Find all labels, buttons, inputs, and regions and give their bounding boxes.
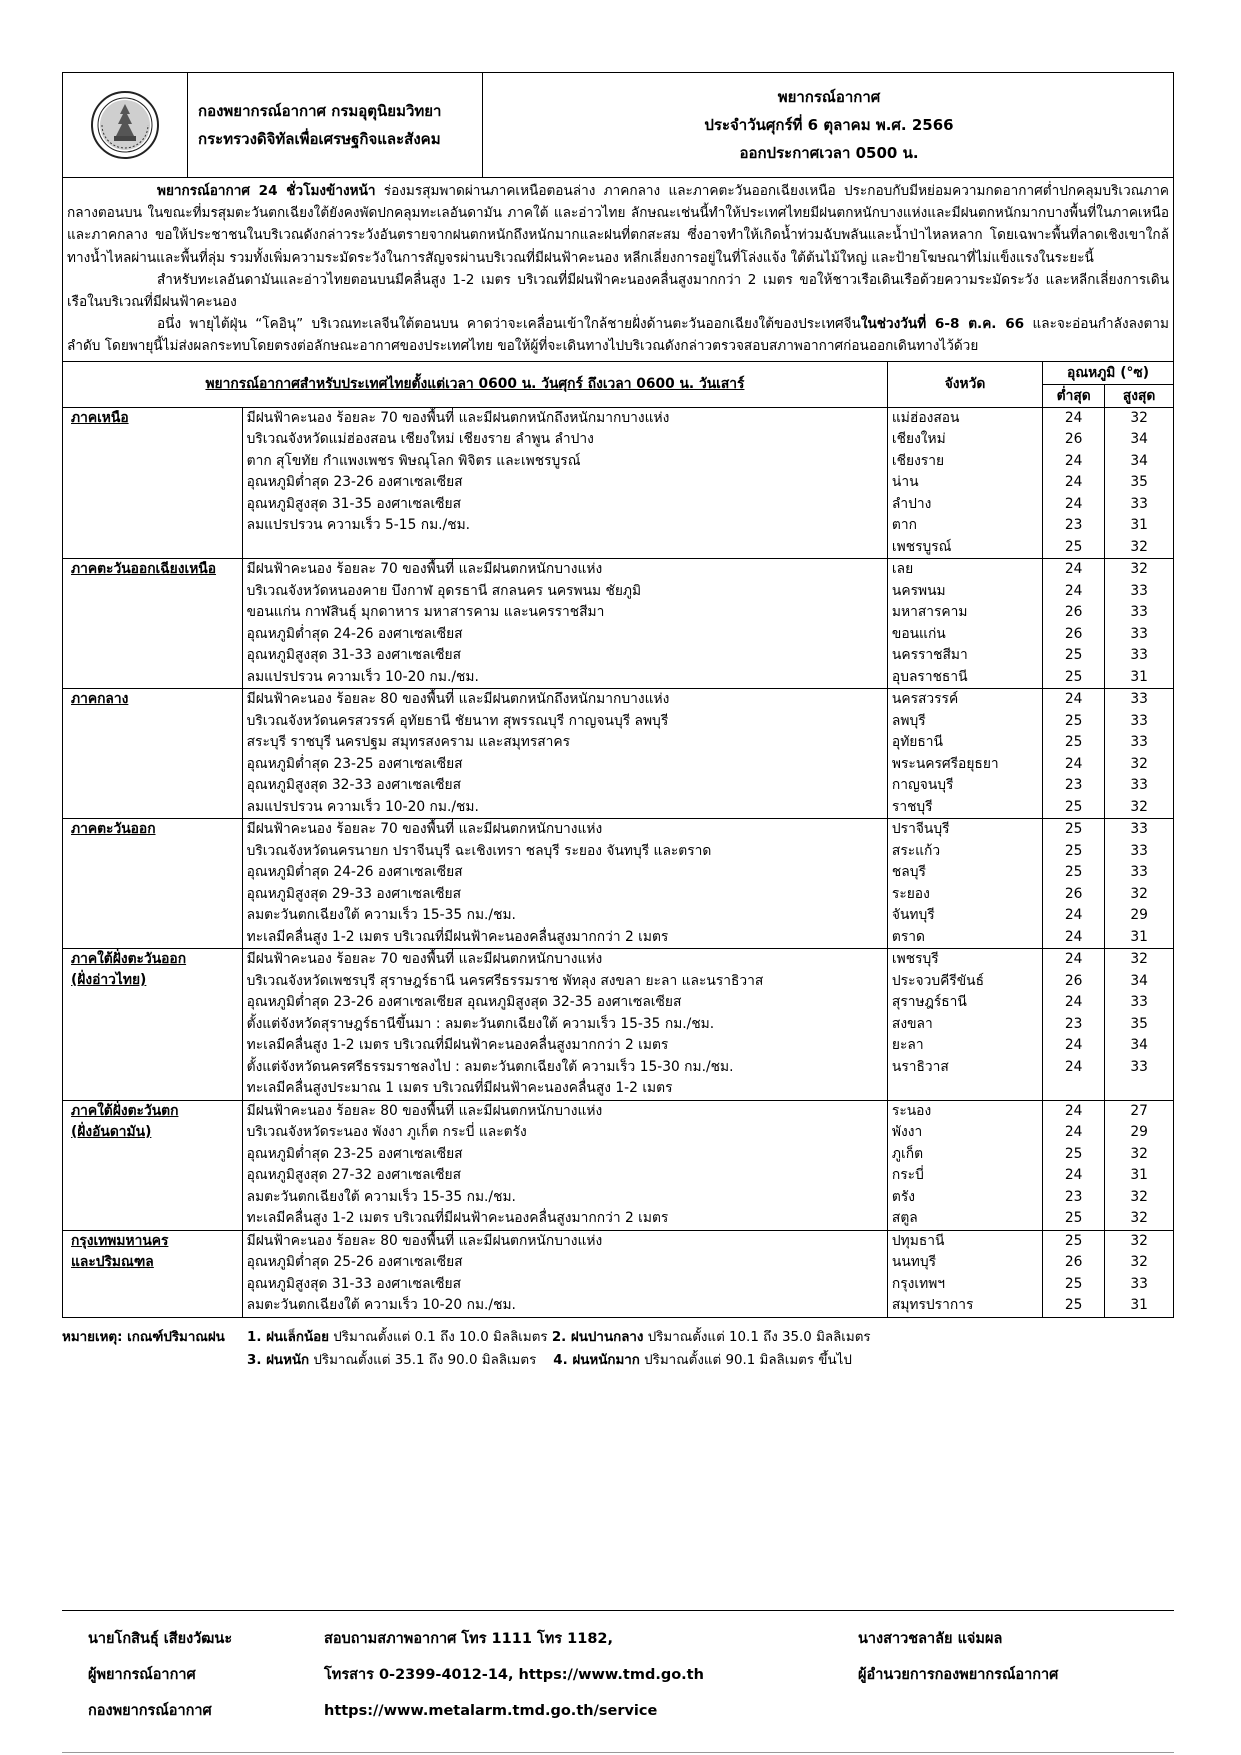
max-temp-line: 31 <box>1130 928 1148 945</box>
forecast-description-line: มีฝนฟ้าคะนอง ร้อยละ 70 ของพื้นที่ และมีฝนตกหนักถึงหนักมากบางแห่ง <box>246 409 670 426</box>
max-temp-line: 34 <box>1130 972 1148 989</box>
contact-phone: สอบถามสภาพอากาศ โทร 1111 โทร 1182, <box>324 1631 614 1647</box>
max-temp-line: 32 <box>1130 1232 1148 1249</box>
max-temp-cell <box>1105 819 1174 949</box>
province-line: เลย <box>891 561 914 578</box>
max-temp-line: 31 <box>1130 517 1148 534</box>
province-line: สมุทรปราการ <box>891 1297 974 1314</box>
forecast-description-line: ลมแปรปรวน ความเร็ว 10-20 กม./ชม. <box>246 668 479 685</box>
min-temp-line: 26 <box>1064 431 1083 448</box>
max-temp-line: 31 <box>1130 1167 1148 1184</box>
max-temp-line: 31 <box>1130 668 1148 685</box>
forecast-description-cell <box>242 949 887 1101</box>
header <box>62 72 1174 177</box>
note-item-3-text: ปริมาณตั้งแต่ 35.1 ถึง 90.0 มิลลิเมตร <box>309 1352 554 1368</box>
province-line: เชียงราย <box>891 452 945 469</box>
document-title <box>483 73 1175 177</box>
min-temp-line: 25 <box>1064 1210 1083 1227</box>
summary-paragraph-3 <box>67 313 1169 357</box>
max-temp-line: 33 <box>1130 994 1148 1011</box>
region-row <box>63 559 1174 689</box>
forecast-description-line: อุณหภูมิสูงสุด 31-33 องศาเซลเซียส <box>246 647 462 664</box>
max-temp-cell <box>1105 1100 1174 1230</box>
min-temp-line: 25 <box>1064 864 1083 881</box>
max-temp-line: 32 <box>1130 409 1148 426</box>
forecast-description-line: อุณหภูมิต่ำสุด 24-26 องศาเซลเซียส <box>246 864 463 881</box>
province-line: ระยอง <box>891 885 930 902</box>
max-temp-line: 33 <box>1130 604 1148 621</box>
forecast-description-line: อุณหภูมิสูงสุด 29-33 องศาเซลเซียส <box>246 885 462 902</box>
min-temp-line: 26 <box>1064 1254 1083 1271</box>
forecast-description-line: ตั้งแต่จังหวัดสุราษฎร์ธานีขึ้นมา : ลมตะวันตกเฉียงใต้ ความเร็ว 15-35 กม./ชม. <box>246 1015 715 1032</box>
min-temp-line: 24 <box>1064 582 1083 599</box>
min-temp-line: 25 <box>1064 1275 1083 1292</box>
contact-fax-web[interactable]: โทรสาร 0-2399-4012-14, https://www.tmd.go.th <box>324 1667 704 1683</box>
province-line: เพชรบุรี <box>891 951 939 968</box>
min-temp-line: 25 <box>1064 734 1083 751</box>
region-title: ภาคใต้ฝั่งตะวันตก <box>71 1102 179 1119</box>
province-line: นนทบุรี <box>891 1254 937 1271</box>
max-temp-line: 29 <box>1130 907 1148 924</box>
province-line: จันทบุรี <box>891 907 935 924</box>
min-temp-line: 24 <box>1064 1102 1083 1119</box>
region-title: ภาคใต้ฝั่งตะวันออก <box>71 951 187 968</box>
province-line: สงขลา <box>891 1015 933 1032</box>
min-temp-line: 24 <box>1064 691 1083 708</box>
region-row <box>63 949 1174 1101</box>
forecast-description-line: บริเวณจังหวัดเพชรบุรี สุราษฎร์ธานี นครศรีธรรมราช พัทลุง สงขลา ยะลา และนราธิวาส <box>246 972 764 989</box>
agency-line-2: กระทรวงดิจิทัลเพื่อเศรษฐกิจและสังคม <box>198 130 441 148</box>
min-temp-line: 24 <box>1064 1058 1083 1075</box>
min-temp-line: 23 <box>1064 1188 1083 1205</box>
min-temp-line: 26 <box>1064 885 1083 902</box>
province-line: นครพนม <box>891 582 946 599</box>
max-temp-line: 33 <box>1130 582 1148 599</box>
table-header-row <box>63 361 1174 384</box>
min-temp-line: 26 <box>1064 972 1083 989</box>
min-temp-line: 24 <box>1064 1124 1083 1141</box>
province-line: เพชรบูรณ์ <box>891 538 952 555</box>
region-name <box>63 819 243 949</box>
summary-lead: พยากรณ์อากาศ 24 ชั่วโมงข้างหน้า <box>157 183 376 199</box>
province-line: กาญจนบุรี <box>891 777 954 794</box>
forecast-description-line: อุณหภูมิต่ำสุด 25-26 องศาเซลเซียส <box>246 1254 463 1271</box>
forecast-description-line: มีฝนฟ้าคะนอง ร้อยละ 70 ของพื้นที่ และมีฝนตกหนักบางแห่ง <box>246 951 603 968</box>
min-temp-line: 25 <box>1064 1145 1083 1162</box>
province-line: ลพบุรี <box>891 712 926 729</box>
forecast-description-line: ลมตะวันตกเฉียงใต้ ความเร็ว 10-20 กม./ชม. <box>246 1297 516 1314</box>
region-title: ภาคตะวันออก <box>71 821 156 838</box>
province-line: เชียงใหม่ <box>891 431 946 448</box>
forecaster-division: กองพยากรณ์อากาศ <box>88 1703 212 1719</box>
max-temp-line: 33 <box>1130 691 1148 708</box>
region-subtitle: และปริมณฑล <box>71 1253 154 1270</box>
forecast-description-cell <box>242 689 887 819</box>
province-line: ราชบุรี <box>891 798 933 815</box>
region-title: ภาคกลาง <box>71 691 129 708</box>
min-temp-line: 24 <box>1064 1167 1083 1184</box>
forecaster-title: ผู้พยากรณ์อากาศ <box>88 1667 196 1683</box>
title-line-3: ออกประกาศเวลา 0500 น. <box>739 144 919 162</box>
max-temp-cell <box>1105 689 1174 819</box>
min-temp-line: 25 <box>1064 647 1083 664</box>
min-temp-line: 25 <box>1064 1232 1083 1249</box>
max-temp-line: 35 <box>1130 1015 1148 1032</box>
forecast-description-line: บริเวณจังหวัดระนอง พังงา ภูเก็ต กระบี่ และตรัง <box>246 1124 527 1141</box>
min-temp-line: 25 <box>1064 668 1083 685</box>
min-temp-line: 24 <box>1064 452 1083 469</box>
region-row <box>63 1230 1174 1317</box>
province-line: พังงา <box>891 1124 923 1141</box>
forecast-description-line: ตาก สุโขทัย กำแพงเพชร พิษณุโลก พิจิตร และเพชรบูรณ์ <box>246 452 581 469</box>
province-line: นครสวรรค์ <box>891 691 959 708</box>
summary-text-3a: อนึ่ง พายุไต้ฝุ่น “โคอินุ” บริเวณทะเลจีนใต้ตอนบน คาดว่าจะเคลื่อนเข้าใกล้ชายฝั่งด้านตะวันออกเฉียงใต้ของประเทศจีน <box>157 316 861 333</box>
max-temp-line: 32 <box>1130 885 1148 902</box>
min-temp-cell <box>1043 559 1105 689</box>
footer-contact <box>324 1621 704 1729</box>
province-line: สระแก้ว <box>891 842 941 859</box>
province-line: นครราชสีมา <box>891 647 968 664</box>
max-temp-line: 33 <box>1130 842 1148 859</box>
min-temp-line: 24 <box>1064 409 1083 426</box>
min-temp-line: 25 <box>1064 538 1083 555</box>
forecast-description-line: อุณหภูมิต่ำสุด 24-26 องศาเซลเซียส <box>246 625 463 642</box>
region-title: ภาคตะวันออกเฉียงเหนือ <box>71 561 217 578</box>
max-temp-line: 34 <box>1130 431 1148 448</box>
min-temp-line: 23 <box>1064 517 1083 534</box>
bottom-rule <box>62 1752 1174 1753</box>
seal-cell <box>63 73 188 177</box>
forecast-description-line: ตั้งแต่จังหวัดนครศรีธรรมราชลงไป : ลมตะวันตกเฉียงใต้ ความเร็ว 15-30 กม./ชม. <box>246 1058 734 1075</box>
forecast-description-line: มีฝนฟ้าคะนอง ร้อยละ 80 ของพื้นที่ และมีฝนตกหนักถึงหนักมากบางแห่ง <box>246 691 670 708</box>
min-temp-line: 24 <box>1064 951 1083 968</box>
province-cell <box>887 689 1042 819</box>
max-temp-line: 33 <box>1130 734 1148 751</box>
province-line: ระนอง <box>891 1102 932 1119</box>
note-item-4-text: ปริมาณตั้งแต่ 90.1 มิลลิเมตร ขึ้นไป <box>639 1352 852 1368</box>
max-temp-line: 33 <box>1130 495 1148 512</box>
footer-forecaster <box>88 1621 232 1729</box>
forecast-description-line: ลมแปรปรวน ความเร็ว 5-15 กม./ชม. <box>246 517 471 534</box>
director-title: ผู้อำนวยการกองพยากรณ์อากาศ <box>858 1667 1059 1683</box>
region-name <box>63 1100 243 1230</box>
province-header: จังหวัด <box>887 361 1042 407</box>
forecast-description-line: มีฝนฟ้าคะนอง ร้อยละ 70 ของพื้นที่ และมีฝนตกหนักบางแห่ง <box>246 821 603 838</box>
forecast-description-line: อุณหภูมิต่ำสุด 23-26 องศาเซลเซียส อุณหภูมิสูงสุด 32-35 องศาเซลเซียส <box>246 994 682 1011</box>
max-temp-line: 32 <box>1130 755 1148 772</box>
region-name <box>63 559 243 689</box>
province-line: ขอนแก่น <box>891 625 946 642</box>
min-temp-line: 25 <box>1064 842 1083 859</box>
forecast-description-line: มีฝนฟ้าคะนอง ร้อยละ 70 ของพื้นที่ และมีฝนตกหนักบางแห่ง <box>246 561 603 578</box>
max-temp-line: 33 <box>1130 625 1148 642</box>
province-line: สุราษฎร์ธานี <box>891 994 967 1011</box>
min-temp-line: 23 <box>1064 777 1083 794</box>
max-temp-line: 32 <box>1130 538 1148 555</box>
province-line: ปราจีนบุรี <box>891 821 950 838</box>
min-temp-cell <box>1043 407 1105 559</box>
max-temp-cell <box>1105 559 1174 689</box>
province-cell <box>887 407 1042 559</box>
forecast-description-line: สระบุรี ราชบุรี นครปฐม สมุทรสงคราม และสมุทรสาคร <box>246 734 571 751</box>
forecast-description-line: ทะเลมีคลื่นสูง 1-2 เมตร บริเวณที่มีฝนฟ้าคะนองคลื่นสูงมากกว่า 2 เมตร <box>246 1037 669 1054</box>
forecast-description-line: บริเวณจังหวัดนครนายก ปราจีนบุรี ฉะเชิงเทรา ชลบุรี ระยอง จันทบุรี และตราด <box>246 842 712 859</box>
region-title: กรุงเทพมหานคร <box>71 1232 169 1249</box>
min-header: ต่ำสุด <box>1043 384 1105 407</box>
forecast-description-cell <box>242 1100 887 1230</box>
agency-line-1: กองพยากรณ์อากาศ กรมอุตุนิยมวิทยา <box>198 102 442 120</box>
summary-text-3b: และจะอ่อนกำลังลงตามลำดับ โดยพายุนี้ไม่ส่งผลกระทบโดยตรงต่อลักษณะอากาศของประเทศไทย ขอให้ผู้ที่จะเดินทางไปบริเวณดังกล่าวตรวจสอบสภาพอากาศก่อนออกเดินทางไว้ด้วย <box>67 316 1169 355</box>
max-temp-cell <box>1105 407 1174 559</box>
province-line: มหาสารคาม <box>891 604 968 621</box>
forecaster-name: นายโกสินธุ์ เสียงวัฒนะ <box>88 1631 233 1647</box>
title-line-2: ประจำวันศุกร์ที่ 6 ตุลาคม พ.ศ. 2566 <box>704 116 954 134</box>
province-line: นราธิวาส <box>891 1058 949 1075</box>
province-line: ตรัง <box>891 1188 916 1205</box>
province-line: อุทัยธานี <box>891 734 943 751</box>
summary-text-3-bold: ในช่วงวันที่ 6-8 ต.ค. 66 <box>860 316 1025 333</box>
max-temp-line: 33 <box>1130 864 1148 881</box>
forecast-description-line: ลมแปรปรวน ความเร็ว 10-20 กม./ชม. <box>246 798 479 815</box>
title-line-1: พยากรณ์อากาศ <box>777 88 881 106</box>
agency-name <box>188 73 483 177</box>
province-line: ประจวบคีรีขันธ์ <box>891 972 984 989</box>
forecast-heading: พยากรณ์อากาศสำหรับประเทศไทยตั้งแต่เวลา 0600 น. วันศุกร์ ถึงเวลา 0600 น. วันเสาร์ <box>63 361 888 407</box>
min-temp-line: 24 <box>1064 1037 1083 1054</box>
forecast-table <box>62 361 1174 1318</box>
forecast-description-line: อุณหภูมิสูงสุด 32-33 องศาเซลเซียส <box>246 777 462 794</box>
region-name <box>63 689 243 819</box>
province-line: ชลบุรี <box>891 864 926 881</box>
min-temp-line: 24 <box>1064 495 1083 512</box>
province-cell <box>887 1100 1042 1230</box>
province-cell <box>887 819 1042 949</box>
forecast-description-cell <box>242 559 887 689</box>
max-temp-line: 32 <box>1130 1145 1148 1162</box>
summary-paragraph-1 <box>67 180 1169 269</box>
province-line: กรุงเทพฯ <box>891 1275 946 1292</box>
province-line: ยะลา <box>891 1037 924 1054</box>
max-temp-line: 35 <box>1130 474 1148 491</box>
forecast-description-line: อุณหภูมิต่ำสุด 23-26 องศาเซลเซียส <box>246 474 463 491</box>
province-line: ภูเก็ต <box>891 1145 924 1162</box>
max-temp-line: 33 <box>1130 1275 1148 1292</box>
province-line: สตูล <box>891 1210 918 1227</box>
note-item-2-text: ปริมาณตั้งแต่ 10.1 ถึง 35.0 มิลลิเมตร <box>643 1329 871 1345</box>
min-temp-line: 24 <box>1064 755 1083 772</box>
province-cell <box>887 949 1042 1101</box>
min-temp-cell <box>1043 949 1105 1101</box>
region-title: ภาคเหนือ <box>71 409 129 426</box>
max-temp-line: 32 <box>1130 561 1148 578</box>
rain-criteria-note <box>62 1326 1174 1372</box>
min-temp-line: 24 <box>1064 474 1083 491</box>
max-temp-line: 33 <box>1130 821 1148 838</box>
forecast-description-line: ขอนแก่น กาฬสินธุ์ มุกดาหาร มหาสารคาม และนครราชสีมา <box>246 604 605 621</box>
region-name <box>63 949 243 1101</box>
min-temp-line: 26 <box>1064 604 1083 621</box>
max-temp-line: 33 <box>1130 1058 1148 1075</box>
max-header: สูงสุด <box>1105 384 1174 407</box>
max-temp-line: 31 <box>1130 1297 1148 1314</box>
footer-director <box>858 1621 1058 1693</box>
province-line: พระนครศรีอยุธยา <box>891 755 999 772</box>
department-seal-icon <box>90 90 160 160</box>
province-line: ตราด <box>891 928 925 945</box>
region-subtitle: (ฝั่งอ่าวไทย) <box>71 972 147 989</box>
province-line: ลำปาง <box>891 495 932 512</box>
region-name <box>63 1230 243 1317</box>
forecast-description-line: ลมตะวันตกเฉียงใต้ ความเร็ว 15-35 กม./ชม. <box>246 1188 516 1205</box>
max-temp-cell <box>1105 1230 1174 1317</box>
min-temp-line: 25 <box>1064 712 1083 729</box>
region-name <box>63 407 243 559</box>
province-line: อุบลราชธานี <box>891 668 968 685</box>
forecast-description-line: ทะเลมีคลื่นสูง 1-2 เมตร บริเวณที่มีฝนฟ้าคะนองคลื่นสูงมากกว่า 2 เมตร <box>246 1210 669 1227</box>
forecast-description-cell <box>242 1230 887 1317</box>
min-temp-line: 26 <box>1064 625 1083 642</box>
contact-service-link[interactable]: https://www.metalarm.tmd.go.th/service <box>324 1703 658 1719</box>
province-line: ปทุมธานี <box>891 1232 945 1249</box>
note-line-1 <box>62 1326 1174 1349</box>
min-temp-cell <box>1043 1230 1105 1317</box>
forecast-description-cell <box>242 407 887 559</box>
min-temp-line: 25 <box>1064 798 1083 815</box>
note-item-2: 2. ฝนปานกลาง <box>551 1329 644 1345</box>
max-temp-line: 32 <box>1130 1210 1148 1227</box>
forecast-description-line: ทะเลมีคลื่นสูงประมาณ 1 เมตร บริเวณที่มีฝนฟ้าคะนองคลื่นสูง 1-2 เมตร <box>246 1080 673 1097</box>
summary-text-1: ร่องมรสุมพาดผ่านภาคเหนือตอนล่าง ภาคกลาง และภาคตะวันออกเฉียงเหนือ ประกอบกับมีหย่อมความกดอากาศต่ำปกคลุมบริเวณภาคกลางตอนบน ในขณะที่มรสุมตะวันตกเฉียงใต้ยังคงพัดปกคลุมทะเลอันดามัน ภาคใต้ และอ่าวไทย ลักษณะเช่นนี้ทำให้ประเทศไทยมีฝนตกหนักบางแห่งและมีฝนตกหนักมากบางพื้นที่ในภาคเหนือ และภาคกลาง ขอให้ประชาชนในบริเวณดังกล่าวระวังอันตรายจากฝนตกหนักถึงหนักมากและฝนที่ตกสะสม ซึ่งอาจทำให้เกิดน้ำท่วมฉับพลันและน้ำป่าไหลหลาก โดยเฉพาะพื้นที่ลาดเชิงเขาใกล้ทางน้ำไหลผ่านและพื้นที่ลุ่ม รวมทั้งเพิ่มความระมัดระวังในการสัญจรผ่านบริเวณที่มีฝนฟ้าคะนอง หลีกเลี่ยงการอยู่ในที่โล่งแจ้ง ใต้ต้นไม้ใหญ่ และป้ายโฆษณาที่ไม่แข็งแรงในระยะนี้ <box>67 183 1170 266</box>
min-temp-cell <box>1043 1100 1105 1230</box>
min-temp-line: 24 <box>1064 561 1083 578</box>
min-temp-line: 25 <box>1064 1297 1083 1314</box>
min-temp-line: 24 <box>1064 928 1083 945</box>
forecast-description-line: มีฝนฟ้าคะนอง ร้อยละ 80 ของพื้นที่ และมีฝนตกหนักบางแห่ง <box>246 1102 603 1119</box>
note-line-2 <box>62 1349 1174 1372</box>
province-cell <box>887 1230 1042 1317</box>
min-temp-line: 24 <box>1064 994 1083 1011</box>
footer <box>62 1610 1174 1719</box>
max-temp-line: 33 <box>1130 712 1148 729</box>
forecast-description-line: บริเวณจังหวัดแม่ฮ่องสอน เชียงใหม่ เชียงราย ลำพูน ลำปาง <box>246 431 594 448</box>
province-line: ตาก <box>891 517 917 534</box>
note-item-1: 1. ฝนเล็กน้อย <box>247 1329 329 1345</box>
region-row <box>63 819 1174 949</box>
region-row <box>63 407 1174 559</box>
max-temp-line: 34 <box>1130 1037 1148 1054</box>
forecast-description-line: ทะเลมีคลื่นสูง 1-2 เมตร บริเวณที่มีฝนฟ้าคะนองคลื่นสูงมากกว่า 2 เมตร <box>246 928 669 945</box>
director-name: นางสาวชลาลัย แจ่มผล <box>858 1631 1003 1647</box>
max-temp-line: 27 <box>1130 1102 1148 1119</box>
min-temp-line: 25 <box>1064 821 1083 838</box>
max-temp-line: 33 <box>1130 647 1148 664</box>
temp-header: อุณหภูมิ (°ซ) <box>1043 361 1174 384</box>
min-temp-line: 23 <box>1064 1015 1083 1032</box>
note-item-1-text: ปริมาณตั้งแต่ 0.1 ถึง 10.0 มิลลิเมตร <box>329 1329 552 1345</box>
regions-body <box>63 407 1174 1317</box>
forecast-page <box>62 72 1174 1372</box>
forecast-description-line: อุณหภูมิสูงสุด 27-32 องศาเซลเซียส <box>246 1167 462 1184</box>
note-label: หมายเหตุ: เกณฑ์ปริมาณฝน <box>62 1329 225 1345</box>
max-temp-cell <box>1105 949 1174 1101</box>
min-temp-cell <box>1043 819 1105 949</box>
min-temp-cell <box>1043 689 1105 819</box>
forecast-description-line: อุณหภูมิสูงสุด 31-33 องศาเซลเซียส <box>246 1275 462 1292</box>
forecast-description-line: ลมตะวันตกเฉียงใต้ ความเร็ว 15-35 กม./ชม. <box>246 907 516 924</box>
max-temp-line: 29 <box>1130 1124 1148 1141</box>
summary-section <box>62 177 1174 361</box>
max-temp-line: 33 <box>1130 777 1148 794</box>
max-temp-line: 34 <box>1130 452 1148 469</box>
forecast-description-line: บริเวณจังหวัดหนองคาย บึงกาฬ อุดรธานี สกลนคร นครพนม ชัยภูมิ <box>246 582 642 599</box>
province-line: น่าน <box>891 474 919 491</box>
province-line: กระบี่ <box>891 1167 924 1184</box>
forecast-description-line: อุณหภูมิสูงสุด 31-35 องศาเซลเซียส <box>246 495 462 512</box>
note-item-4: 4. ฝนหนักมาก <box>553 1352 640 1368</box>
region-row <box>63 1100 1174 1230</box>
forecast-description-line: มีฝนฟ้าคะนอง ร้อยละ 80 ของพื้นที่ และมีฝนตกหนักบางแห่ง <box>246 1232 603 1249</box>
max-temp-line: 32 <box>1130 1254 1148 1271</box>
max-temp-line: 32 <box>1130 1188 1148 1205</box>
forecast-description-line: อุณหภูมิต่ำสุด 23-25 องศาเซลเซียส <box>246 1145 463 1162</box>
forecast-description-line: บริเวณจังหวัดนครสวรรค์ อุทัยธานี ชัยนาท สุพรรณบุรี กาญจนบุรี ลพบุรี <box>246 712 669 729</box>
region-subtitle: (ฝั่งอันดามัน) <box>71 1123 152 1140</box>
max-temp-line: 32 <box>1130 798 1148 815</box>
forecast-description-cell <box>242 819 887 949</box>
note-item-3: 3. ฝนหนัก <box>247 1352 310 1368</box>
region-row <box>63 689 1174 819</box>
max-temp-line: 32 <box>1130 951 1148 968</box>
forecast-description-line: อุณหภูมิต่ำสุด 23-25 องศาเซลเซียส <box>246 755 463 772</box>
min-temp-line: 24 <box>1064 907 1083 924</box>
province-cell <box>887 559 1042 689</box>
province-line: แม่ฮ่องสอน <box>891 409 960 426</box>
summary-paragraph-2: สำหรับทะเลอันดามันและอ่าวไทยตอนบนมีคลื่นสูง 1-2 เมตร บริเวณที่มีฝนฟ้าคะนองคลื่นสูงมากกว่า 2 เมตร ขอให้ชาวเรือเดินเรือด้วยความระมัดระวัง และหลีกเลี่ยงการเดินเรือในบริเวณที่มีฝนฟ้าคะนอง <box>67 271 1169 311</box>
